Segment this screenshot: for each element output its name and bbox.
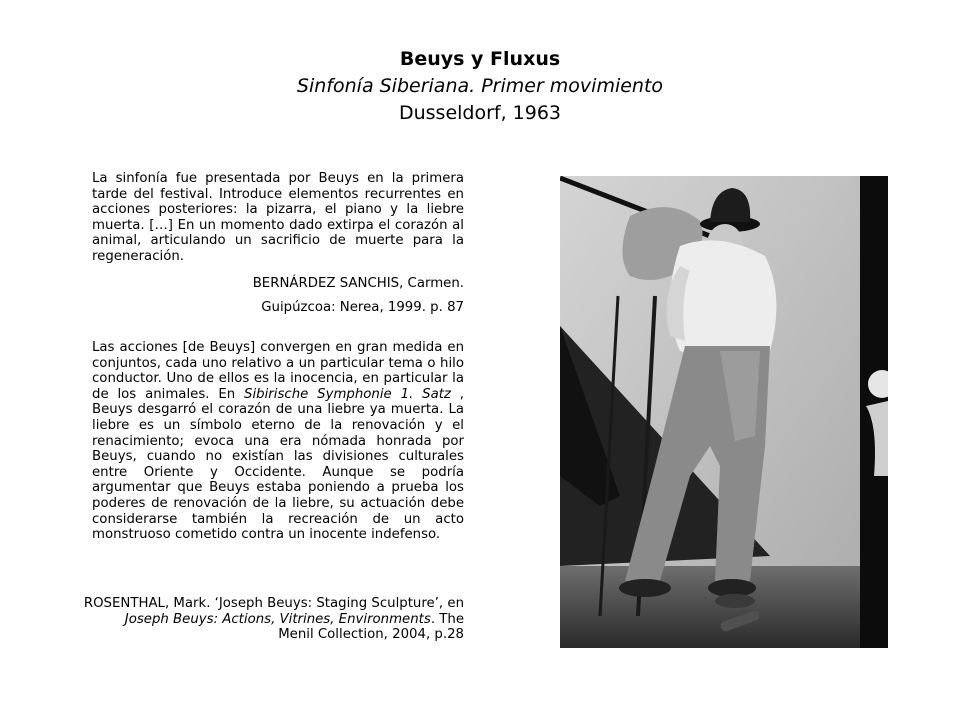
reference-line-1: ROSENTHAL, Mark. ‘Joseph Beuys: Staging Sculpture’, en xyxy=(83,596,464,611)
quote2-text-before: Las acciones [de Beuys] convergen en gran medida en conjuntos, cada uno relativo a un particular tema o hilo conductor. Uno de ellos es la inocencia, en particular la de los animales. En xyxy=(92,340,464,402)
slide-title: Beuys y Fluxus xyxy=(399,48,561,70)
citation-publisher: Guipúzcoa: Nerea, 1999. p. 87 xyxy=(261,300,464,315)
quote-paragraph-1: La sinfonía fue presentada por Beuys en la primera tarde del festival. Introduce elementos recurrentes en acciones posteriores: la pizarra, el piano y la liebre muerta. […] En un momento dado extirpa el corazón al animal, articulando un sacrificio de muerte para la regeneración. xyxy=(92,171,464,264)
slide-subtitle: Sinfonía Siberiana. Primer movimiento xyxy=(296,75,664,97)
citation-author: BERNÁRDEZ SANCHIS, Carmen. xyxy=(252,276,464,291)
quote-paragraph-2 xyxy=(92,340,464,543)
quote2-work-title: Sibirische Symphonie 1. Satz xyxy=(244,386,451,402)
quote2-text-after: , Beuys desgarró el corazón de una liebre ya muerta. La liebre es un símbolo eterno de la renovación y el renacimiento; evoca una era nómada honrada por Beuys, cuando no existían las divisiones culturales entre Oriente y Occidente. Aunque se podría argumentar que Beuys estaba poniendo a prueba los poderes de renovación de la liebre, su actuación debe considerarse también la recreación de un acto monstruoso cometido contra un inocente indefenso. xyxy=(92,386,464,543)
slide-title-block xyxy=(0,46,960,127)
reference-line-2: Joseph Beuys: Actions, Vitrines, Environments. The xyxy=(124,611,464,627)
reference-citation xyxy=(60,596,464,643)
performance-photo xyxy=(560,176,888,648)
reference-book-title: Joseph Beuys: Actions, Vitrines, Environments xyxy=(124,611,431,627)
performance-photo-illustration xyxy=(560,176,888,648)
reference-line-3: Menil Collection, 2004, p.28 xyxy=(278,627,464,643)
jacket xyxy=(670,240,776,358)
slide-place-date: Dusseldorf, 1963 xyxy=(398,102,562,124)
